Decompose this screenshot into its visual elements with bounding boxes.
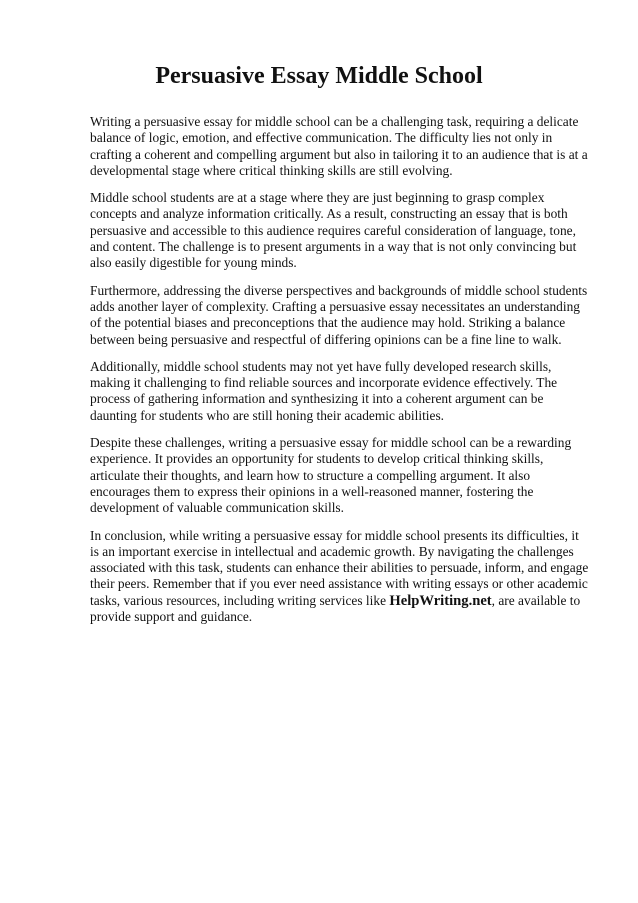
conclusion-text-before: In conclusion, while writing a persuasive essay for middle school presents its difficulties, it is an important exercise in intellectual and academic growth. By navigating the challenges associated with this task, students can enhance their abilities to persuade, inform, and engage their peers. Remember that if you ever need assistance with writing essays or other academic tasks, various resources, including writing services like (90, 527, 589, 608)
paragraph-audience: Middle school students are at a stage where they are just beginning to grasp complex concepts and analyze information critically. As a result, constructing an essay that is both persuasive and accessible to this audience requires careful consideration of language, tone, and content. The challenge is to present arguments in a way that is not only convincing but also easily digestible for young minds. (90, 190, 577, 271)
paragraph-conclusion (90, 528, 590, 626)
paragraph-benefits: Despite these challenges, writing a persuasive essay for middle school can be a rewarding experience. It provides an opportunity for students to develop critical thinking skills, articulate their thoughts, and learn how to structure a compelling argument. It also encourages them to express their opinions in a well-reasoned manner, fostering the development of valuable communication skills. (90, 435, 572, 516)
paragraph-research: Additionally, middle school students may not yet have fully developed research skills, making it challenging to find reliable sources and incorporate evidence effectively. The process of gathering information and synthesizing it into a coherent argument can be daunting for students who are still honing their academic abilities. (90, 358, 558, 423)
paragraph-perspectives: Furthermore, addressing the diverse perspectives and backgrounds of middle school students adds another layer of complexity. Crafting a persuasive essay necessitates an understanding of the potential biases and preconceptions that the audience may hold. Striking a balance between being persuasive and respectful of differing opinions can be a fine line to walk. (90, 282, 588, 347)
paragraph-intro: Writing a persuasive essay for middle school can be a challenging task, requiring a delicate balance of logic, emotion, and effective communication. The difficulty lies not only in crafting a coherent and compelling argument but also in tailoring it to an audience that is at a developmental stage where critical thinking skills are still evolving. (90, 114, 588, 178)
page-title: Persuasive Essay Middle School (155, 63, 483, 89)
helpwriting-brand: HelpWriting.net (389, 592, 492, 609)
conclusion-text-after: , are available to provide support and guidance. (90, 592, 581, 625)
